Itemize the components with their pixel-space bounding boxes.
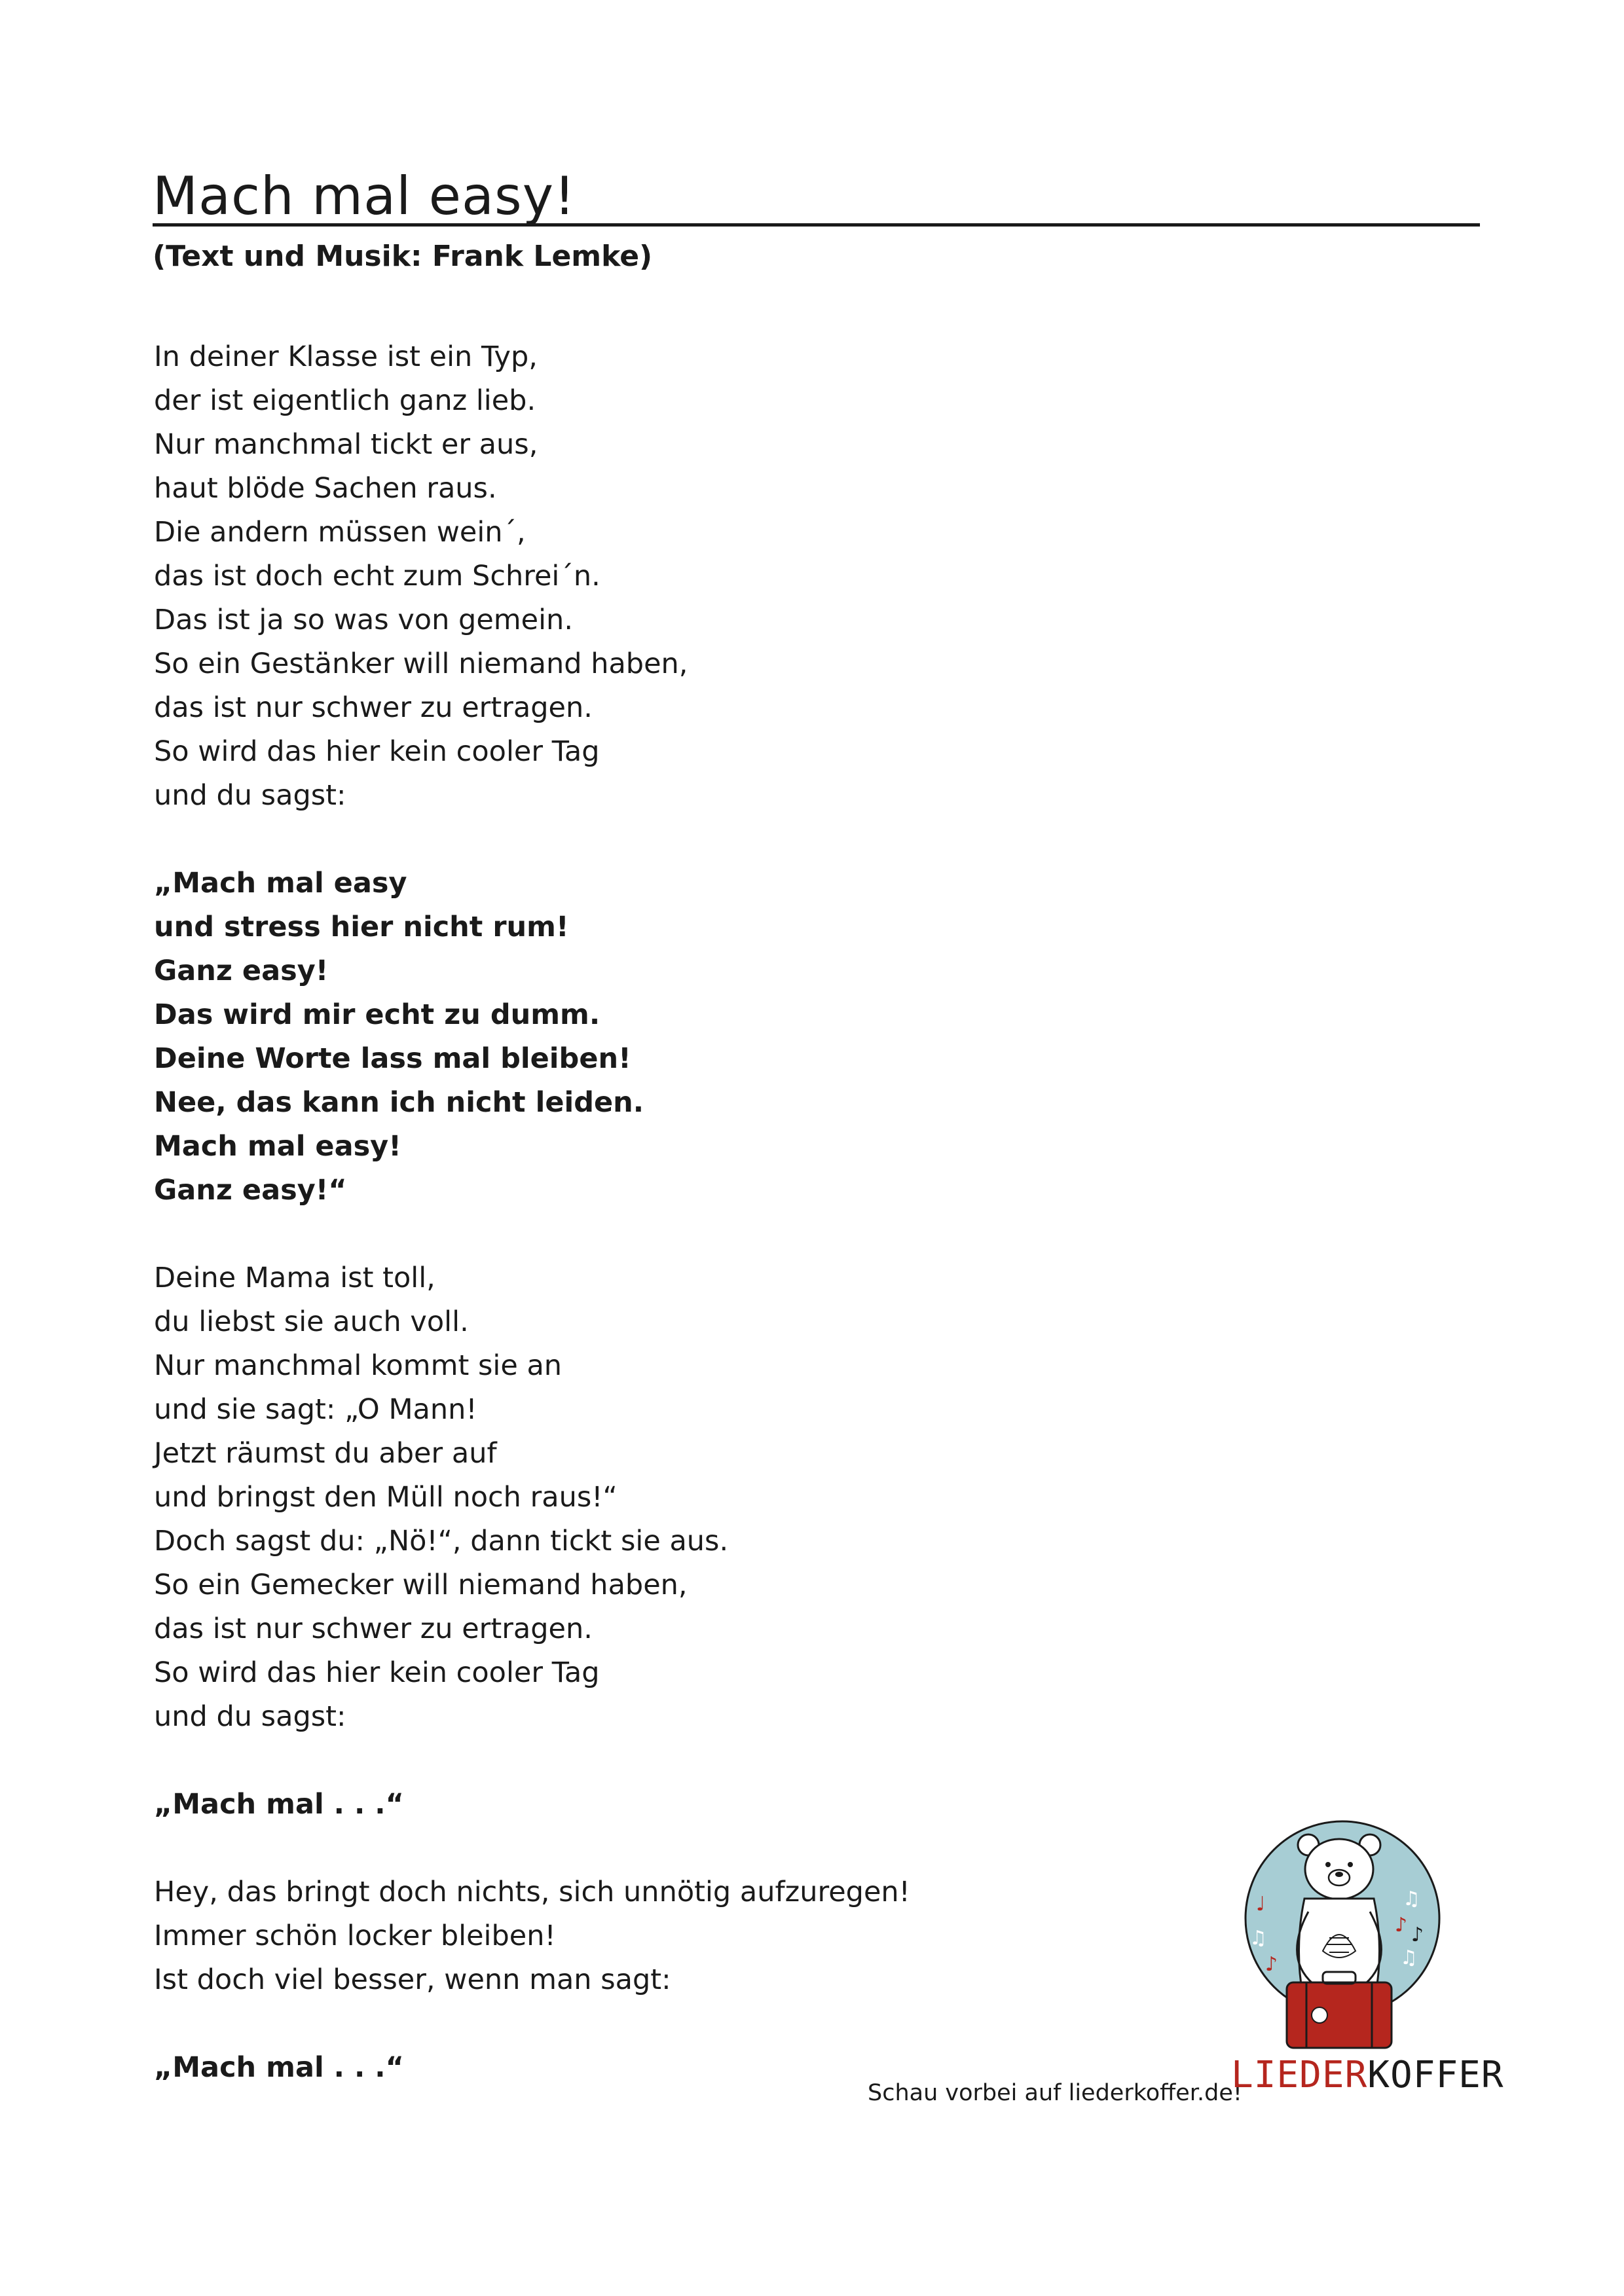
song-credits: (Text und Musik: Frank Lemke) (153, 240, 653, 273)
lyric-line: Hey, das bringt doch nichts, sich unnötig aufzuregen! (154, 1876, 910, 1908)
bear-with-suitcase-illustration (1231, 1807, 1454, 2056)
lyric-line: So ein Gemecker will niemand haben, (154, 1569, 688, 1601)
chorus-line: Nee, das kann ich nicht leiden. (154, 1086, 644, 1119)
title-underline (153, 223, 1480, 227)
song-title: Mach mal easy! (153, 166, 576, 227)
website-note: Schau vorbei auf liederkoffer.de! (868, 2080, 1242, 2106)
lyric-line: Ist doch viel besser, wenn man sagt: (154, 1963, 671, 1996)
lyric-line: So wird das hier kein cooler Tag (154, 1656, 600, 1689)
svg-text:♪: ♪ (1411, 1923, 1424, 1946)
lyric-line: der ist eigentlich ganz lieb. (154, 384, 536, 417)
chorus-line: „Mach mal easy (154, 867, 407, 900)
chorus (154, 862, 1136, 1212)
svg-text:♫: ♫ (1403, 1887, 1420, 1910)
chorus-line: Mach mal easy! (154, 1130, 401, 1163)
lyric-line: und du sagst: (154, 779, 346, 812)
lyric-line: und du sagst: (154, 1700, 346, 1733)
svg-text:♫: ♫ (1400, 1946, 1418, 1969)
lyric-line: Die andern müssen wein´, (154, 516, 526, 549)
svg-text:♪: ♪ (1265, 1953, 1278, 1976)
lyric-line: das ist nur schwer zu ertragen. (154, 691, 593, 724)
lyric-line: Nur manchmal tickt er aus, (154, 428, 538, 461)
svg-text:♪: ♪ (1395, 1914, 1408, 1937)
stanza-gap (154, 2002, 1136, 2046)
svg-text:♫: ♫ (1249, 1927, 1267, 1950)
lyric-line: Nur manchmal kommt sie an (154, 1349, 563, 1382)
lyric-line: Doch sagst du: „Nö!“, dann tickt sie aus. (154, 1525, 729, 1558)
lyric-line: Jetzt räumst du aber auf (154, 1437, 497, 1470)
lyric-line: das ist doch echt zum Schrei´n. (154, 560, 600, 592)
chorus-line: Deine Worte lass mal bleiben! (154, 1042, 631, 1075)
lyric-line: du liebst sie auch voll. (154, 1305, 469, 1338)
lyric-line: und sie sagt: „O Mann! (154, 1393, 477, 1426)
logo-word-lieder: LIEDER (1231, 2054, 1368, 2096)
logo-wordmark (1231, 2052, 1504, 2098)
lyric-line: haut blöde Sachen raus. (154, 472, 497, 505)
stanza-gap (154, 818, 1136, 862)
chorus-line: Ganz easy!“ (154, 1174, 347, 1207)
lyric-line: Deine Mama ist toll, (154, 1262, 435, 1294)
lyric-line: So ein Gestänker will niemand haben, (154, 647, 688, 680)
stanza-gap (154, 1739, 1136, 1783)
logo-word-koffer: KOFFER (1367, 2054, 1504, 2096)
verse-1 (154, 335, 1136, 818)
lyric-line: In deiner Klasse ist ein Typ, (154, 340, 538, 373)
bridge (154, 1870, 1136, 2002)
lyric-line: und bringst den Müll noch raus!“ (154, 1481, 618, 1514)
stanza-gap (154, 1827, 1136, 1870)
stanza-gap (154, 1212, 1136, 1256)
lyric-line: So wird das hier kein cooler Tag (154, 735, 600, 768)
svg-text:♩: ♩ (1256, 1893, 1266, 1916)
chorus-line: Das wird mir echt zu dumm. (154, 998, 600, 1031)
lyrics (154, 335, 1136, 2090)
chorus-line: Ganz easy! (154, 955, 329, 987)
lyric-line: Das ist ja so was von gemein. (154, 604, 573, 636)
verse-2 (154, 1256, 1136, 1739)
lyric-line: Immer schön locker bleiben! (154, 1920, 556, 1952)
lyric-line: das ist nur schwer zu ertragen. (154, 1613, 593, 1645)
chorus-reprise: „Mach mal . . .“ (154, 2051, 404, 2084)
liederkoffer-logo (1231, 1807, 1504, 2096)
chorus-line: und stress hier nicht rum! (154, 911, 569, 943)
chorus-reprise: „Mach mal . . .“ (154, 1788, 404, 1821)
